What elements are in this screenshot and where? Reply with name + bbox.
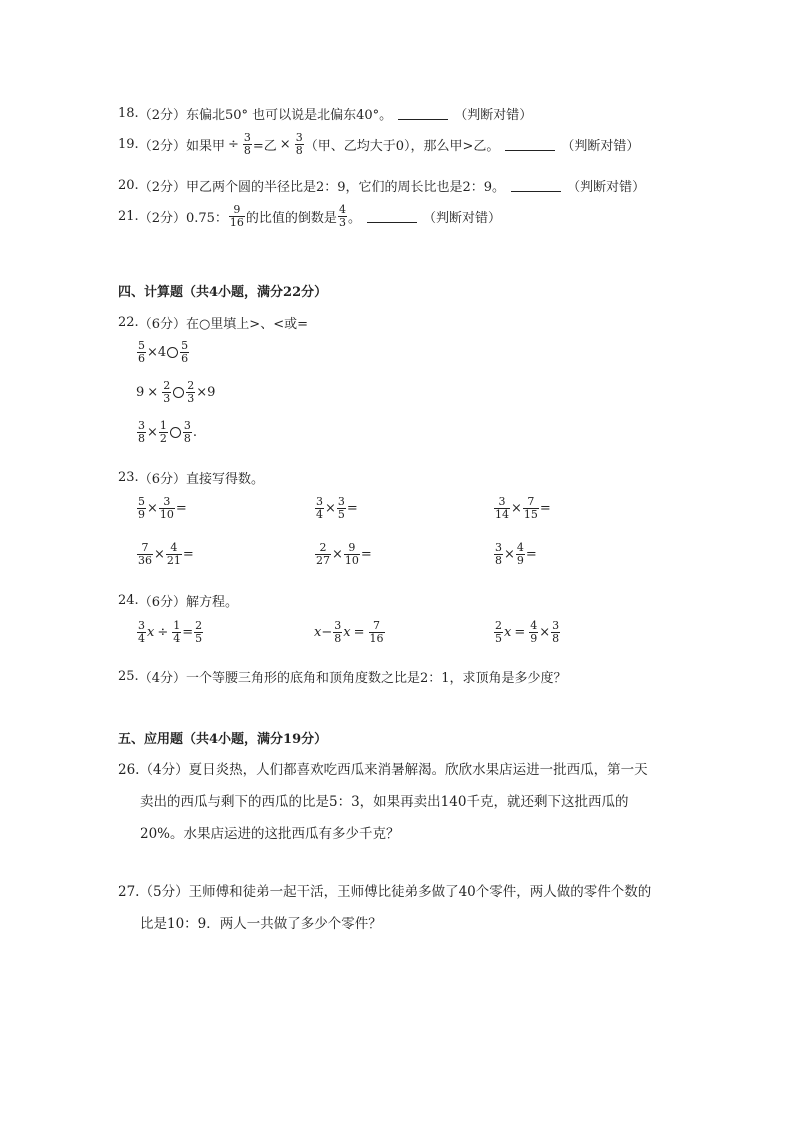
question-score: （2分） — [138, 211, 186, 226]
times-sign: × — [539, 625, 551, 640]
calc-item — [493, 496, 551, 521]
fraction: $\frac{7}{16}$ — [369, 619, 384, 645]
fraction: $\frac{5}{6}$ — [138, 339, 145, 365]
fraction: $\frac{3}{4}$ — [138, 619, 145, 645]
question-text: 如果甲 — [185, 139, 225, 154]
equation — [493, 620, 561, 645]
times-sign: × — [325, 501, 336, 516]
question-22 — [118, 313, 308, 332]
calc-item — [136, 542, 194, 567]
question-text: 在○里填上>、<或= — [185, 317, 308, 332]
question-score: （2分） — [138, 139, 186, 154]
question-tail: （判断对错） — [422, 211, 501, 226]
question-score: （2分） — [138, 180, 186, 195]
fraction: $\frac{3}{8}$ — [334, 619, 342, 645]
equation — [136, 620, 204, 645]
question-number: 27. — [118, 884, 140, 900]
fraction: $\frac{3}{10}$ — [159, 495, 174, 521]
fraction: $\frac{3}{14}$ — [495, 495, 509, 521]
answer-blank[interactable] — [511, 179, 561, 192]
equals-sign: = — [353, 625, 365, 640]
question-26 — [118, 754, 678, 850]
equals-sign: = — [514, 625, 526, 640]
expression-text: ×9 — [196, 385, 216, 400]
equation — [314, 620, 386, 645]
fraction: $\frac{3}{5}$ — [337, 495, 345, 521]
fraction: $\frac{7}{15}$ — [523, 495, 538, 521]
question-score: （5分） — [139, 884, 189, 900]
question-score: （4分） — [139, 762, 189, 778]
fraction: $\frac{2}{3}$ — [187, 379, 195, 405]
question-24 — [118, 591, 238, 610]
question-tail: （判断对错） — [561, 139, 640, 154]
times-sign: × — [511, 501, 522, 516]
fraction: $\frac{5}{6}$ — [181, 339, 189, 365]
question-number: 24. — [118, 593, 139, 608]
question-number: 18. — [118, 106, 139, 121]
question-number: 25. — [118, 669, 139, 684]
equals-sign: = — [182, 547, 194, 562]
divide-sign: ÷ — [227, 137, 239, 152]
compare-row — [136, 340, 190, 365]
question-text: 甲乙两个圆的半径比是2：9，它们的周长比也是2：9。 — [185, 180, 506, 195]
expression-text: 9 — [136, 385, 145, 400]
variable: x — [314, 625, 322, 640]
answer-blank[interactable] — [398, 107, 448, 120]
compare-row — [136, 420, 197, 445]
question-score: （6分） — [138, 595, 186, 610]
fraction: $\frac{3}{8}$ — [243, 131, 251, 157]
question-score: （4分） — [138, 671, 186, 686]
fraction: $\frac{4}{3}$ — [338, 203, 346, 229]
question-19 — [118, 132, 639, 157]
fraction: $\frac{3}{8}$ — [295, 131, 303, 157]
fraction: $\frac{9}{16}$ — [229, 203, 244, 229]
equals-sign: = — [175, 501, 187, 516]
question-score: （6分） — [138, 472, 186, 487]
calc-item — [493, 542, 537, 567]
question-text: 比是10：9．两人一共做了多少个零件？ — [140, 916, 382, 932]
fraction: $\frac{1}{2}$ — [159, 419, 167, 445]
times-sign: × — [279, 137, 291, 152]
question-text: 卖出的西瓜与剩下的西瓜的比是5：3，如果再卖出140千克，就还剩下这批西瓜的 — [140, 794, 629, 810]
variable: x — [343, 625, 351, 640]
question-tail: （判断对错） — [454, 108, 533, 123]
expression-text: ×4 — [147, 345, 167, 360]
divide-sign: ÷ — [157, 625, 169, 640]
question-text: 的比值的倒数是 — [245, 211, 337, 226]
question-text: 夏日炎热，人们都喜欢吃西瓜来消暑解渴。欣欣水果店运进一批西瓜，第一天 — [188, 762, 648, 778]
fraction: $\frac{7}{36}$ — [138, 541, 152, 567]
question-text: 解方程。 — [185, 595, 238, 610]
question-score: （6分） — [138, 317, 186, 332]
fraction: $\frac{4}{9}$ — [530, 619, 538, 645]
fraction: $\frac{3}{8}$ — [138, 419, 145, 445]
question-number: 20. — [118, 178, 139, 193]
fraction: $\frac{2}{5}$ — [195, 619, 203, 645]
section-heading: 四、计算题（共4小题，满分22分） — [118, 285, 328, 300]
section-heading: 五、应用题（共4小题，满分19分） — [118, 732, 328, 747]
times-sign: × — [154, 547, 165, 562]
equals-sign: = — [539, 501, 551, 516]
question-text: 王师傅和徒弟一起干活，王师傅比徒弟多做了40个零件，两人做的零件个数的 — [188, 884, 652, 900]
question-25 — [118, 667, 567, 686]
question-23 — [118, 468, 264, 487]
question-text: 东偏北50° 也可以说是北偏东40°。 — [185, 108, 393, 123]
question-27 — [118, 876, 678, 940]
expression-text: . — [192, 425, 198, 440]
question-text: 一个等腰三角形的底角和顶角度数之比是2：1，求顶角是多少度？ — [185, 671, 567, 686]
answer-blank[interactable] — [505, 138, 555, 151]
fraction: $\frac{3}{8}$ — [495, 541, 502, 567]
fraction: $\frac{1}{4}$ — [173, 619, 181, 645]
question-text: 20%。水果店运进的这批西瓜有多少千克？ — [140, 826, 400, 842]
question-20 — [118, 176, 645, 195]
times-sign: × — [332, 547, 343, 562]
question-text: （甲、乙均大于0），那么甲>乙。 — [304, 139, 500, 154]
times-sign: × — [147, 501, 158, 516]
fraction: $\frac{3}{8}$ — [552, 619, 560, 645]
fraction: $\frac{3}{4}$ — [316, 495, 323, 521]
question-number: 26. — [118, 762, 140, 778]
equals-sign: = — [525, 547, 537, 562]
question-text: =乙 — [252, 139, 277, 154]
fraction: $\frac{4}{9}$ — [516, 541, 524, 567]
fraction: $\frac{4}{21}$ — [166, 541, 181, 567]
question-text: 0.75： — [185, 211, 228, 226]
question-number: 23. — [118, 470, 139, 485]
fraction: $\frac{3}{8}$ — [183, 419, 191, 445]
compare-row — [136, 380, 215, 405]
compare-circle[interactable] — [170, 427, 181, 438]
question-21 — [118, 204, 501, 229]
times-sign: × — [147, 425, 158, 440]
times-sign: × — [504, 547, 515, 562]
calc-item — [136, 496, 187, 521]
fraction: $\frac{5}{9}$ — [138, 495, 145, 521]
equals-sign: = — [182, 625, 194, 640]
question-number: 21. — [118, 209, 139, 224]
calc-item — [314, 496, 358, 521]
question-text: 直接写得数。 — [185, 472, 264, 487]
compare-circle[interactable] — [173, 387, 184, 398]
answer-blank[interactable] — [367, 210, 417, 223]
fraction: $\frac{2}{5}$ — [495, 619, 502, 645]
calc-item — [314, 542, 372, 567]
times-sign: × — [147, 385, 159, 400]
question-score: （2分） — [138, 108, 186, 123]
question-number: 19. — [118, 137, 139, 152]
equals-sign: = — [360, 547, 372, 562]
equals-sign: = — [346, 501, 358, 516]
compare-circle[interactable] — [167, 347, 178, 358]
fraction: $\frac{2}{3}$ — [163, 379, 171, 405]
question-text: 。 — [347, 211, 361, 226]
question-18 — [118, 104, 532, 123]
variable: x — [147, 625, 155, 640]
fraction: $\frac{2}{27}$ — [316, 541, 330, 567]
fraction: $\frac{9}{10}$ — [344, 541, 359, 567]
question-number: 22. — [118, 315, 139, 330]
question-tail: （判断对错） — [567, 180, 646, 195]
minus-sign: − — [321, 625, 333, 640]
variable: x — [504, 625, 512, 640]
